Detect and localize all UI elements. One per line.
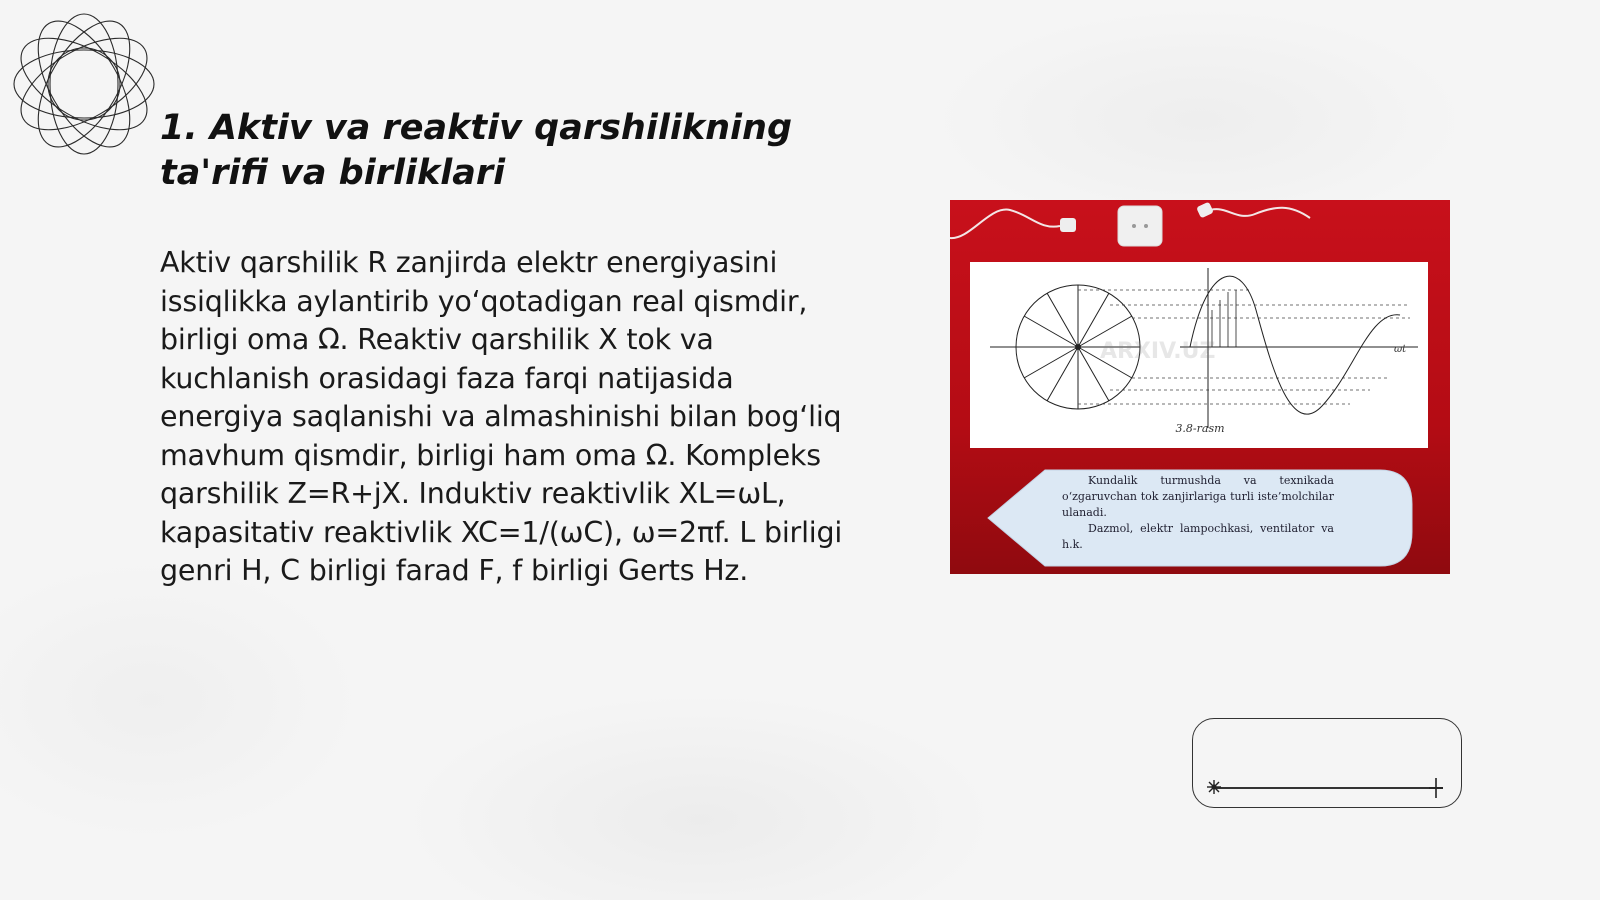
figure-watermark: ARXIV.UZ (1100, 339, 1216, 364)
crosshair-icon[interactable] (1427, 777, 1445, 799)
timeline-slider[interactable] (1192, 718, 1462, 808)
figure-note (1062, 473, 1334, 553)
slider-track[interactable] (1213, 787, 1443, 789)
figure-note-line1: Kundalik turmushda va texnikada o‘zgaruvchan tok zanjirlariga turli iste’molchilar ulanadi. (1062, 474, 1334, 519)
slide-body-text: Aktiv qarshilik R zanjirda elektr energiyasini issiqlikka aylantirib yo‘qotadigan real qismdir, birligi oma Ω. Reaktiv qarshilik X tok va kuchlanish orasidagi faza farqi natijasida energiya saqlanishi va almashinishi bilan bog‘liq mavhum qismdir, birligi ham oma Ω. Kompleks qarshilik Z=R+jX. Induktiv reaktivlik XL=ωL, kapasitativ reaktivlik XC=1/(ωC), ω=2πf. L birligi genri H, C birligi farad F, f birligi Gerts Hz. (160, 246, 843, 587)
spirograph-icon (8, 8, 160, 160)
figure-axis-label: ωt (1394, 344, 1407, 355)
figure-image (950, 200, 1450, 574)
figure-caption: 3.8-rasm (1175, 422, 1225, 435)
slide-title: 1. Aktiv va reaktiv qarshilikning ta'rifi va birliklari (160, 108, 792, 193)
figure-note-line2: Dazmol, elektr lampochkasi, ventilator va h.k. (1062, 522, 1334, 551)
starburst-icon (1203, 776, 1225, 798)
